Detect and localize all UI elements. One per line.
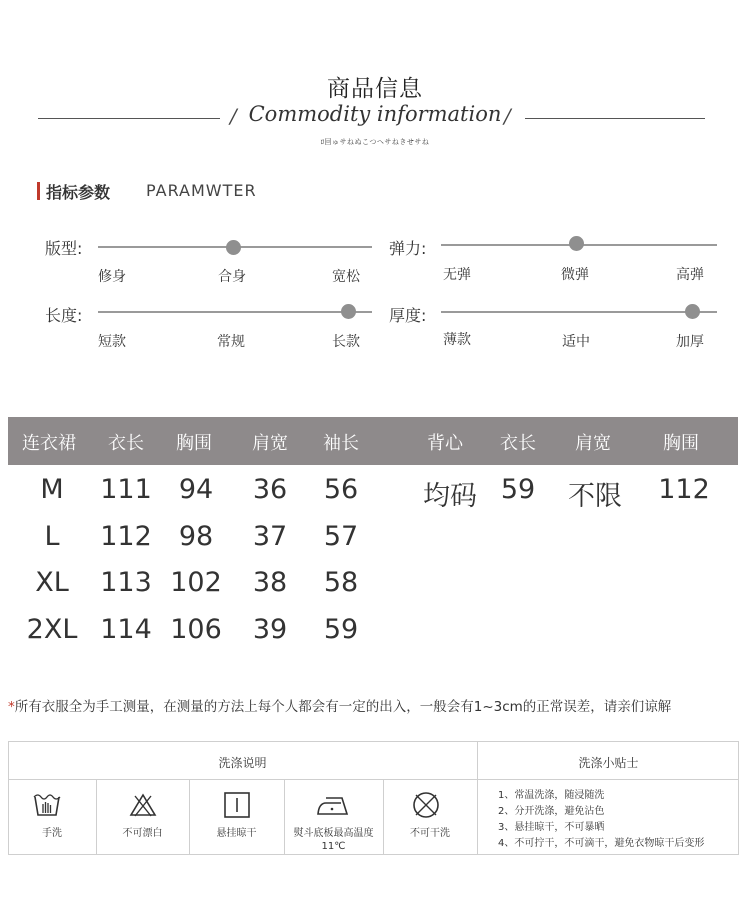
param-option: 薄款	[443, 332, 471, 348]
care-icon-label: 不可干洗	[410, 828, 450, 839]
title-slash-right: /	[504, 104, 511, 128]
section-title: 指标参数	[46, 183, 111, 202]
page-title: 商品信息	[327, 76, 423, 102]
param-label-fit: 版型:	[45, 239, 83, 258]
table-cell: 106	[170, 614, 222, 645]
param-label-thickness: 厚度:	[389, 306, 427, 325]
table-cell: L	[44, 521, 60, 552]
care-tip-item: 3、悬挂晾干，不可暴晒	[498, 822, 605, 833]
table-cell: 111	[100, 474, 152, 505]
table-header-cell: 肩宽	[252, 433, 288, 454]
param-option: 修身	[98, 269, 126, 285]
title-divider-right	[525, 118, 705, 119]
care-tips-title: 洗涤小贴士	[578, 756, 639, 770]
table-header-cell: 背心	[427, 433, 463, 454]
table-cell: 114	[100, 614, 152, 645]
note-asterisk: *	[8, 699, 15, 715]
title-slash-left: /	[230, 104, 237, 128]
care-tip-item: 2、分开洗涤，避免沾色	[498, 806, 605, 817]
table-cell: 56	[323, 474, 359, 505]
table-header-cell: 衣长	[500, 433, 536, 454]
param-option: 宽松	[332, 269, 360, 285]
care-icon-label: 不可漂白	[122, 828, 163, 839]
param-option: 高弹	[676, 267, 704, 283]
table-cell: 102	[170, 567, 222, 598]
section-title-en: PARAMWTER	[146, 181, 257, 200]
note-text: 所有衣服全为手工测量，在测量的方法上每个人都会有一定的出入，一般会有1~3cm的正常误差，请亲们谅解	[14, 699, 672, 715]
param-indicator-fit	[226, 240, 241, 255]
param-label-elasticity: 弹力:	[389, 239, 427, 258]
param-option: 适中	[562, 334, 590, 350]
no-dry-clean-icon	[411, 790, 441, 820]
care-icon-label: 悬挂晾干	[216, 828, 257, 839]
param-option: 无弹	[443, 267, 471, 283]
table-cell: 均码	[423, 481, 477, 512]
table-cell: 112	[658, 474, 710, 505]
param-indicator-elasticity	[569, 236, 584, 251]
param-option: 长款	[332, 334, 360, 350]
table-cell: 113	[100, 567, 152, 598]
care-table-divider	[8, 779, 739, 780]
table-cell: 37	[252, 521, 288, 552]
care-table-divider	[383, 779, 384, 855]
table-header-cell: 胸围	[176, 433, 212, 454]
care-table-divider	[189, 779, 190, 855]
table-cell: 39	[252, 614, 288, 645]
measurement-note	[8, 695, 671, 715]
care-instructions-title: 洗涤说明	[218, 756, 267, 770]
param-track-length	[98, 311, 372, 313]
table-header-cell: 袖长	[323, 433, 359, 454]
param-option: 常规	[217, 334, 245, 350]
hand-wash-icon	[33, 791, 61, 817]
table-header-cell: 连衣裙	[22, 433, 76, 454]
care-table-divider	[96, 779, 97, 855]
table-cell: 112	[100, 521, 152, 552]
table-cell: M	[40, 474, 64, 505]
table-cell: 59	[500, 474, 536, 505]
table-header-cell: 胸围	[663, 433, 699, 454]
param-indicator-length	[341, 304, 356, 319]
table-cell: 57	[323, 521, 359, 552]
param-indicator-thickness	[685, 304, 700, 319]
table-cell: 58	[323, 567, 359, 598]
table-cell: 98	[178, 521, 214, 552]
table-cell: 36	[252, 474, 288, 505]
care-icon-label: 手洗	[42, 828, 62, 839]
param-option: 微弹	[561, 267, 589, 283]
table-cell: XL	[35, 567, 69, 598]
table-cell: 59	[323, 614, 359, 645]
care-icon-label: 熨斗底板最高温度11℃	[293, 828, 374, 852]
hang-dry-icon	[223, 791, 251, 819]
table-cell: 94	[178, 474, 214, 505]
section-accent-bar	[37, 182, 40, 200]
table-cell: 2XL	[26, 614, 78, 645]
table-header-cell: 肩宽	[575, 433, 611, 454]
param-track-thickness	[441, 311, 717, 313]
page-subtitle-en: Commodity information	[248, 102, 502, 126]
decorative-subtitle: ﾛ回ゅサねぬこつへサねきせサね	[320, 138, 430, 146]
care-tip-item: 1、常温洗涤，随浸随洗	[498, 790, 605, 801]
param-option: 短款	[98, 334, 126, 350]
iron-icon	[316, 795, 350, 817]
table-header-cell: 衣长	[108, 433, 144, 454]
param-option: 加厚	[676, 334, 704, 350]
table-cell: 38	[252, 567, 288, 598]
param-option: 合身	[218, 269, 246, 285]
no-bleach-icon	[129, 793, 157, 817]
param-label-length: 长度:	[45, 306, 83, 325]
table-cell: 不限	[568, 481, 622, 512]
care-tip-item: 4、不可拧干，不可滴干，避免衣物晾干后变形	[498, 838, 705, 849]
